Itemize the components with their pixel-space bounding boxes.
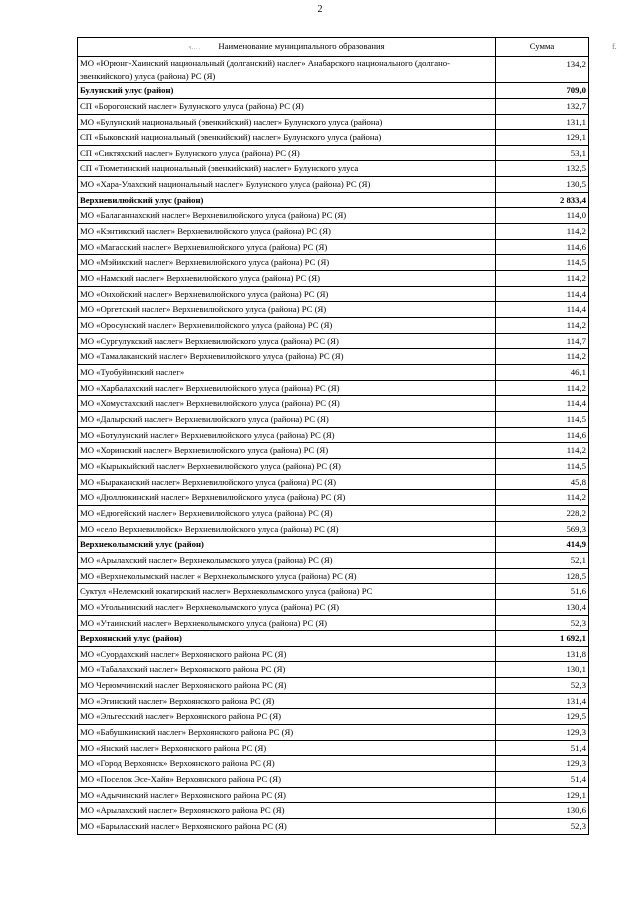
table-row xyxy=(78,208,589,224)
column-header-sum: Сумма xyxy=(496,38,589,57)
table-row xyxy=(78,725,589,741)
sum-cell: 134,2 xyxy=(496,57,589,83)
table-row xyxy=(78,490,589,506)
table-row xyxy=(78,521,589,537)
table-header-row xyxy=(78,38,589,57)
table-row xyxy=(78,411,589,427)
table-row xyxy=(78,114,589,130)
sum-cell: 114,2 xyxy=(496,490,589,506)
municipality-name-cell: МО «Арылахский наслег» Верхоянского района РС (Я) xyxy=(78,803,496,819)
margin-mark: f. xyxy=(612,42,617,51)
sum-cell: 129,1 xyxy=(496,130,589,146)
table-row xyxy=(78,349,589,365)
table-row xyxy=(78,615,589,631)
sum-cell: 132,5 xyxy=(496,161,589,177)
municipality-name-cell: МО «Мэйикский наслег» Верхневилюйского улуса (района) РС (Я) xyxy=(78,255,496,271)
table-row xyxy=(78,709,589,725)
table-row xyxy=(78,271,589,287)
sum-cell: 114,7 xyxy=(496,333,589,349)
table-row xyxy=(78,98,589,114)
sum-cell: 129,5 xyxy=(496,709,589,725)
table-row xyxy=(78,333,589,349)
table-row xyxy=(78,427,589,443)
sum-cell: 1 692,1 xyxy=(496,631,589,647)
municipality-name-cell: МО «Хомустахский наслег» Верхневилюйского улуса (района) РС (Я) xyxy=(78,396,496,412)
page-number: 2 xyxy=(317,4,323,15)
sum-cell: 130,5 xyxy=(496,177,589,193)
sum-cell: 130,1 xyxy=(496,662,589,678)
district-total-row xyxy=(78,537,589,553)
sum-cell: 114,5 xyxy=(496,411,589,427)
sum-cell: 129,3 xyxy=(496,725,589,741)
sum-cell: 228,2 xyxy=(496,505,589,521)
municipality-name-cell: МО «Кэнтикский наслег» Верхневилюйского улуса (района) РС (Я) xyxy=(78,224,496,240)
sum-cell: 114,2 xyxy=(496,443,589,459)
municipality-name-cell: МО «Табалахский наслег» Верхоянского района РС (Я) xyxy=(78,662,496,678)
municipality-name-cell: МО «Тамалаканский наслег» Верхневилюйского улуса (района) РС (Я) xyxy=(78,349,496,365)
municipality-name-cell: МО «Бабушкинский наслег» Верхоянского района РС (Я) xyxy=(78,725,496,741)
sum-cell: 414,9 xyxy=(496,537,589,553)
municipality-name-cell: МО «Юрюнг-Хаинский национальный (долганский) наслег» Анабарского национального (долгано-эвенкийского) улуса (района) РС (Я) xyxy=(78,57,496,83)
municipality-name-cell: МО «Оросунский наслег» Верхневилюйского улуса (района) РС (Я) xyxy=(78,318,496,334)
table-row xyxy=(78,474,589,490)
table-row xyxy=(78,568,589,584)
municipal-sum-table xyxy=(77,37,589,835)
table-row xyxy=(78,239,589,255)
municipality-name-cell: МО «Верхнеколымский наслег « Верхнеколымского улуса (района) РС (Я) xyxy=(78,568,496,584)
sum-cell: 129,1 xyxy=(496,787,589,803)
municipality-name-cell: МО «Угольнинский наслег» Верхнеколымского улуса (района) РС (Я) xyxy=(78,599,496,615)
municipality-name-cell: МО «Магасский наслег» Верхневилюйского улуса (района) РС (Я) xyxy=(78,239,496,255)
municipality-name-cell: МО «Город Верхоянск» Верхоянского района РС (Я) xyxy=(78,756,496,772)
sum-cell: 132,7 xyxy=(496,98,589,114)
table-row xyxy=(78,318,589,334)
table-row xyxy=(78,599,589,615)
table-row xyxy=(78,255,589,271)
sum-cell: 46,1 xyxy=(496,365,589,381)
municipality-name-cell: МО «Янский наслег» Верхоянского района РС (Я) xyxy=(78,740,496,756)
municipality-name-cell: МО «Хоринский наслег» Верхневилюйского улуса (района) РС (Я) xyxy=(78,443,496,459)
sum-cell: 51,4 xyxy=(496,740,589,756)
municipality-name-cell: МО «Арылахский наслег» Верхнеколымского улуса (района) РС (Я) xyxy=(78,552,496,568)
sum-cell: 52,1 xyxy=(496,552,589,568)
sum-cell: 114,6 xyxy=(496,427,589,443)
municipality-name-cell: Булунский улус (район) xyxy=(78,83,496,99)
sum-cell: 2 833,4 xyxy=(496,192,589,208)
sum-cell: 52,3 xyxy=(496,615,589,631)
table-row xyxy=(78,646,589,662)
table-row xyxy=(78,756,589,772)
sum-cell: 114,4 xyxy=(496,286,589,302)
table-row xyxy=(78,286,589,302)
sum-cell: 114,6 xyxy=(496,239,589,255)
sum-cell: 129,3 xyxy=(496,756,589,772)
municipality-name-cell: МО «Сургулукский наслег» Верхневилюйского улуса (района) РС (Я) xyxy=(78,333,496,349)
sum-cell: 51,4 xyxy=(496,772,589,788)
sum-cell: 114,4 xyxy=(496,396,589,412)
table-row xyxy=(78,443,589,459)
municipality-name-cell: МО «Эгинский наслег» Верхоянского района РС (Я) xyxy=(78,693,496,709)
sum-cell: 51,6 xyxy=(496,584,589,600)
sum-cell: 131,4 xyxy=(496,693,589,709)
district-total-row xyxy=(78,631,589,647)
sum-cell: 52,3 xyxy=(496,678,589,694)
table-row xyxy=(78,161,589,177)
sum-cell: 53,1 xyxy=(496,145,589,161)
sum-cell: 130,6 xyxy=(496,803,589,819)
table-row xyxy=(78,772,589,788)
sum-cell: 114,2 xyxy=(496,271,589,287)
table-row xyxy=(78,662,589,678)
municipality-name-cell: СП «Сиктяхский наслег» Булунского улуса (района) РС (Я) xyxy=(78,145,496,161)
sum-cell: 114,5 xyxy=(496,255,589,271)
table-row xyxy=(78,177,589,193)
sum-cell: 114,2 xyxy=(496,318,589,334)
municipality-name-cell: Верхнеколымский улус (район) xyxy=(78,537,496,553)
sum-cell: 131,8 xyxy=(496,646,589,662)
table-row xyxy=(78,130,589,146)
municipality-name-cell: Верхоянский улус (район) xyxy=(78,631,496,647)
municipality-name-cell: МО «село Верхневилюйск» Верхневилюйского улуса (района) РС (Я) xyxy=(78,521,496,537)
municipality-name-cell: СП «Быковский национальный (эвенкийский) наслег» Булунского улуса (района) xyxy=(78,130,496,146)
municipality-name-cell: МО «Эльгесский наслег» Верхоянского района РС (Я) xyxy=(78,709,496,725)
municipality-name-cell: МО «Быраканский наслег» Верхневилюйского улуса (района) РС (Я) xyxy=(78,474,496,490)
sum-cell: 569,3 xyxy=(496,521,589,537)
municipality-name-cell: МО Черюмчинский наслег Верхоянского района РС (Я) xyxy=(78,678,496,694)
table-row xyxy=(78,740,589,756)
sum-cell: 114,2 xyxy=(496,224,589,240)
sum-cell: 114,4 xyxy=(496,302,589,318)
district-total-row xyxy=(78,192,589,208)
column-header-name-label: Наименование муниципального образования xyxy=(218,41,385,51)
table-row xyxy=(78,458,589,474)
municipality-name-cell: МО «Далырский наслег» Верхневилюйского улуса (района) РС (Я) xyxy=(78,411,496,427)
header-scan-mark: ч… . xyxy=(188,45,201,51)
municipality-name-cell: МО «Барыласский наслег» Верхоянского района РС (Я) xyxy=(78,819,496,835)
municipality-name-cell: МО «Едюгейский наслег» Верхневилюйского улуса (района) РС (Я) xyxy=(78,505,496,521)
sum-cell: 709,0 xyxy=(496,83,589,99)
table-row xyxy=(78,380,589,396)
municipality-name-cell: СП «Тюметинский национальный (эвенкийский) наслег» Булунского улуса xyxy=(78,161,496,177)
municipality-name-cell: МО «Балаганнахский наслег» Верхневилюйского улуса (района) РС (Я) xyxy=(78,208,496,224)
municipality-name-cell: МО «Суордахский наслег» Верхоянского района РС (Я) xyxy=(78,646,496,662)
district-total-row xyxy=(78,83,589,99)
sum-cell: 130,4 xyxy=(496,599,589,615)
table-row xyxy=(78,57,589,83)
municipality-name-cell: МО «Утаинский наслег» Верхнеколымского улуса (района) РС (Я) xyxy=(78,615,496,631)
table-row xyxy=(78,145,589,161)
municipality-name-cell: МО «Поселок Эсе-Хайя» Верхоянского района РС (Я) xyxy=(78,772,496,788)
municipality-name-cell: МО «Адычинский наслег» Верхоянского района РС (Я) xyxy=(78,787,496,803)
sum-cell: 114,2 xyxy=(496,349,589,365)
sum-cell: 114,5 xyxy=(496,458,589,474)
table-row xyxy=(78,803,589,819)
municipality-name-cell: СП «Борогонский наслег» Булунского улуса (района) РС (Я) xyxy=(78,98,496,114)
table-row xyxy=(78,365,589,381)
municipality-name-cell: Верхневилюйский улус (район) xyxy=(78,192,496,208)
table-row xyxy=(78,224,589,240)
sum-cell: 45,8 xyxy=(496,474,589,490)
table-row xyxy=(78,396,589,412)
municipality-name-cell: МО «Онхойский наслег» Верхневилюйского улуса (района) РС (Я) xyxy=(78,286,496,302)
municipality-name-cell: МО «Намский наслег» Верхневилюйского улуса (района) РС (Я) xyxy=(78,271,496,287)
municipality-name-cell: МО «Туобуйинский наслег» xyxy=(78,365,496,381)
table-row xyxy=(78,505,589,521)
table-row xyxy=(78,819,589,835)
municipality-name-cell: МО «Оргетский наслег» Верхневилюйского улуса (района) РС (Я) xyxy=(78,302,496,318)
municipality-name-cell: МО «Кырыкыйский наслег» Верхневилюйского улуса (района) РС (Я) xyxy=(78,458,496,474)
table-row xyxy=(78,678,589,694)
sum-cell: 114,2 xyxy=(496,380,589,396)
table-row xyxy=(78,302,589,318)
sum-cell: 114,0 xyxy=(496,208,589,224)
municipality-name-cell: МО «Хара-Улахский национальный наслег» Булунского улуса (района) РС (Я) xyxy=(78,177,496,193)
table-row xyxy=(78,552,589,568)
municipality-name-cell: МО «Булунский национальный (эвенкийский) наслег» Булунского улуса (района) xyxy=(78,114,496,130)
municipality-name-cell: Суктул «Нелемский юкагирский наслег» Верхнеколымского улуса (района) РС xyxy=(78,584,496,600)
table-row xyxy=(78,584,589,600)
municipality-name-cell: МО «Харбалахский наслег» Верхневилюйского улуса (района) РС (Я) xyxy=(78,380,496,396)
municipality-name-cell: МО «Ботулунский наслег» Верхневилюйского улуса (района) РС (Я) xyxy=(78,427,496,443)
sum-cell: 128,5 xyxy=(496,568,589,584)
municipality-name-cell: МО «Дюллюкинский наслег» Верхневилюйского улуса (района) РС (Я) xyxy=(78,490,496,506)
table-row xyxy=(78,693,589,709)
column-header-name xyxy=(78,38,496,57)
sum-cell: 52,3 xyxy=(496,819,589,835)
sum-cell: 131,1 xyxy=(496,114,589,130)
table-row xyxy=(78,787,589,803)
